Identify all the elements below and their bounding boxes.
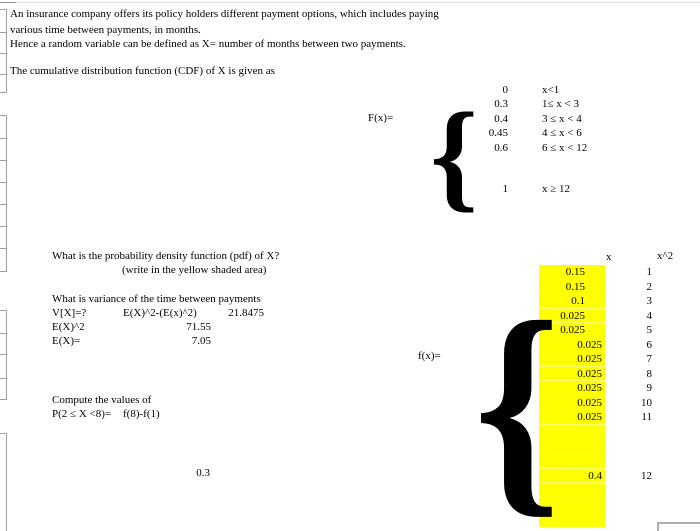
- pdf-cell[interactable]: 0.025: [539, 396, 605, 411]
- ex2-label: E(X)^2: [52, 321, 85, 333]
- cdf-condition: x ≥ 12: [542, 183, 571, 195]
- cdf-value: 0.4: [494, 113, 508, 125]
- x-cell: 10: [641, 396, 652, 409]
- cdf-value: 0.45: [488, 127, 508, 139]
- cell-border: [0, 333, 6, 334]
- x-cell: 4: [646, 309, 652, 322]
- x-cell: 9: [646, 382, 652, 395]
- left-column-cells-group3: [0, 310, 7, 400]
- cdf-condition: 6 ≤ x < 12: [542, 142, 588, 154]
- cdf-brace: {: [430, 88, 479, 223]
- x-cell: 7: [646, 353, 652, 366]
- pdf-cell[interactable]: 0.15: [539, 265, 605, 280]
- left-column-cells-group1: [0, 9, 7, 93]
- intro-line-3: Hence a random variable can be defined as X= number of months between two payments.: [10, 38, 406, 50]
- top-gridline-segment: [0, 2, 16, 3]
- x-cell: 6: [646, 338, 652, 351]
- x-cell: [610, 483, 652, 498]
- intro-line-4: The cumulative distribution function (CDF) of X is given as: [10, 65, 275, 77]
- x-cell: [610, 425, 652, 440]
- intro-line-1: An insurance company offers its policy holders different payment options, which includes paying: [10, 8, 439, 20]
- left-column-cells-group4: [0, 433, 7, 531]
- pdf-fx-label: f(x)=: [418, 350, 441, 362]
- cdf-condition: x<1: [542, 84, 560, 96]
- x-cell: 5: [646, 324, 652, 337]
- cell-border: [0, 53, 6, 54]
- x-cell: 12: [641, 469, 652, 482]
- variance-question: What is variance of the time between payments: [52, 293, 261, 305]
- variance-label: V[X]=?: [52, 307, 87, 319]
- pdf-brace: {: [474, 274, 561, 531]
- pdf-cell[interactable]: 0.025: [539, 352, 605, 367]
- intro-line-2: various time between payments, in months.: [10, 24, 201, 36]
- x-cell: 8: [646, 367, 652, 380]
- pdf-cell[interactable]: 0.025: [539, 323, 605, 338]
- cdf-condition: 1≤ x < 3: [542, 98, 579, 110]
- bottom-right-box: [657, 522, 700, 531]
- cell-border: [0, 226, 6, 227]
- x-cell: [610, 440, 652, 455]
- x-cell: [610, 454, 652, 469]
- cell-border: [0, 378, 6, 379]
- cdf-value: 0.6: [494, 142, 508, 154]
- pdf-cell[interactable]: 0.025: [539, 367, 605, 382]
- x-cell: 2: [646, 280, 652, 293]
- prob-value: 0.3: [196, 467, 210, 479]
- column-x2-header: x^2: [657, 250, 674, 262]
- ex2-value: 71.55: [186, 321, 211, 333]
- pdf-cell[interactable]: 0.1: [539, 294, 605, 309]
- variance-value: 21.8475: [228, 307, 264, 319]
- cell-border: [0, 160, 6, 161]
- pdf-cell[interactable]: 0.025: [539, 309, 605, 324]
- x-cell: 3: [646, 295, 652, 308]
- pdf-cell[interactable]: 0.15: [539, 280, 605, 295]
- cdf-condition: 4 ≤ x < 6: [542, 127, 582, 139]
- pdf-cell[interactable]: 0.025: [539, 381, 605, 396]
- cell-border: [0, 74, 6, 75]
- x-cell: [610, 512, 652, 527]
- pdf-question: What is the probability density function (pdf) of X?: [52, 250, 280, 262]
- variance-formula: E(X)^2-(E(x)^2): [123, 307, 197, 319]
- pdf-cell[interactable]: 0.025: [539, 338, 605, 353]
- cell-border: [0, 248, 6, 249]
- cdf-label: F(x)=: [368, 112, 394, 124]
- left-column-cells-group2: [0, 115, 7, 272]
- top-gridline: [0, 2, 700, 3]
- x-value-column: [610, 265, 652, 527]
- cdf-value: 0.3: [494, 98, 508, 110]
- prob-label: P(2 ≤ X <8)=: [52, 408, 112, 420]
- cell-border: [0, 182, 6, 183]
- ex-label: E(X)=: [52, 335, 81, 347]
- cell-border: [0, 32, 6, 33]
- x-cell: [610, 498, 652, 513]
- pdf-cell[interactable]: 0.025: [539, 410, 605, 425]
- x-cell: 1: [646, 266, 652, 278]
- cdf-value: 1: [502, 183, 508, 195]
- cell-border: [0, 204, 6, 205]
- cell-border: [0, 354, 6, 355]
- cdf-condition: 3 ≤ x < 4: [542, 113, 582, 125]
- cdf-value: 0: [502, 84, 508, 96]
- ex-value: 7.05: [191, 335, 211, 347]
- compute-label: Compute the values of: [52, 394, 152, 406]
- pdf-question-note: (write in the yellow shaded area): [122, 264, 267, 276]
- prob-formula: f(8)-f(1): [123, 408, 160, 420]
- x-cell: 11: [641, 411, 652, 424]
- column-x-header: x: [606, 251, 612, 263]
- pdf-cell[interactable]: 0.4: [539, 469, 605, 484]
- cell-border: [0, 138, 6, 139]
